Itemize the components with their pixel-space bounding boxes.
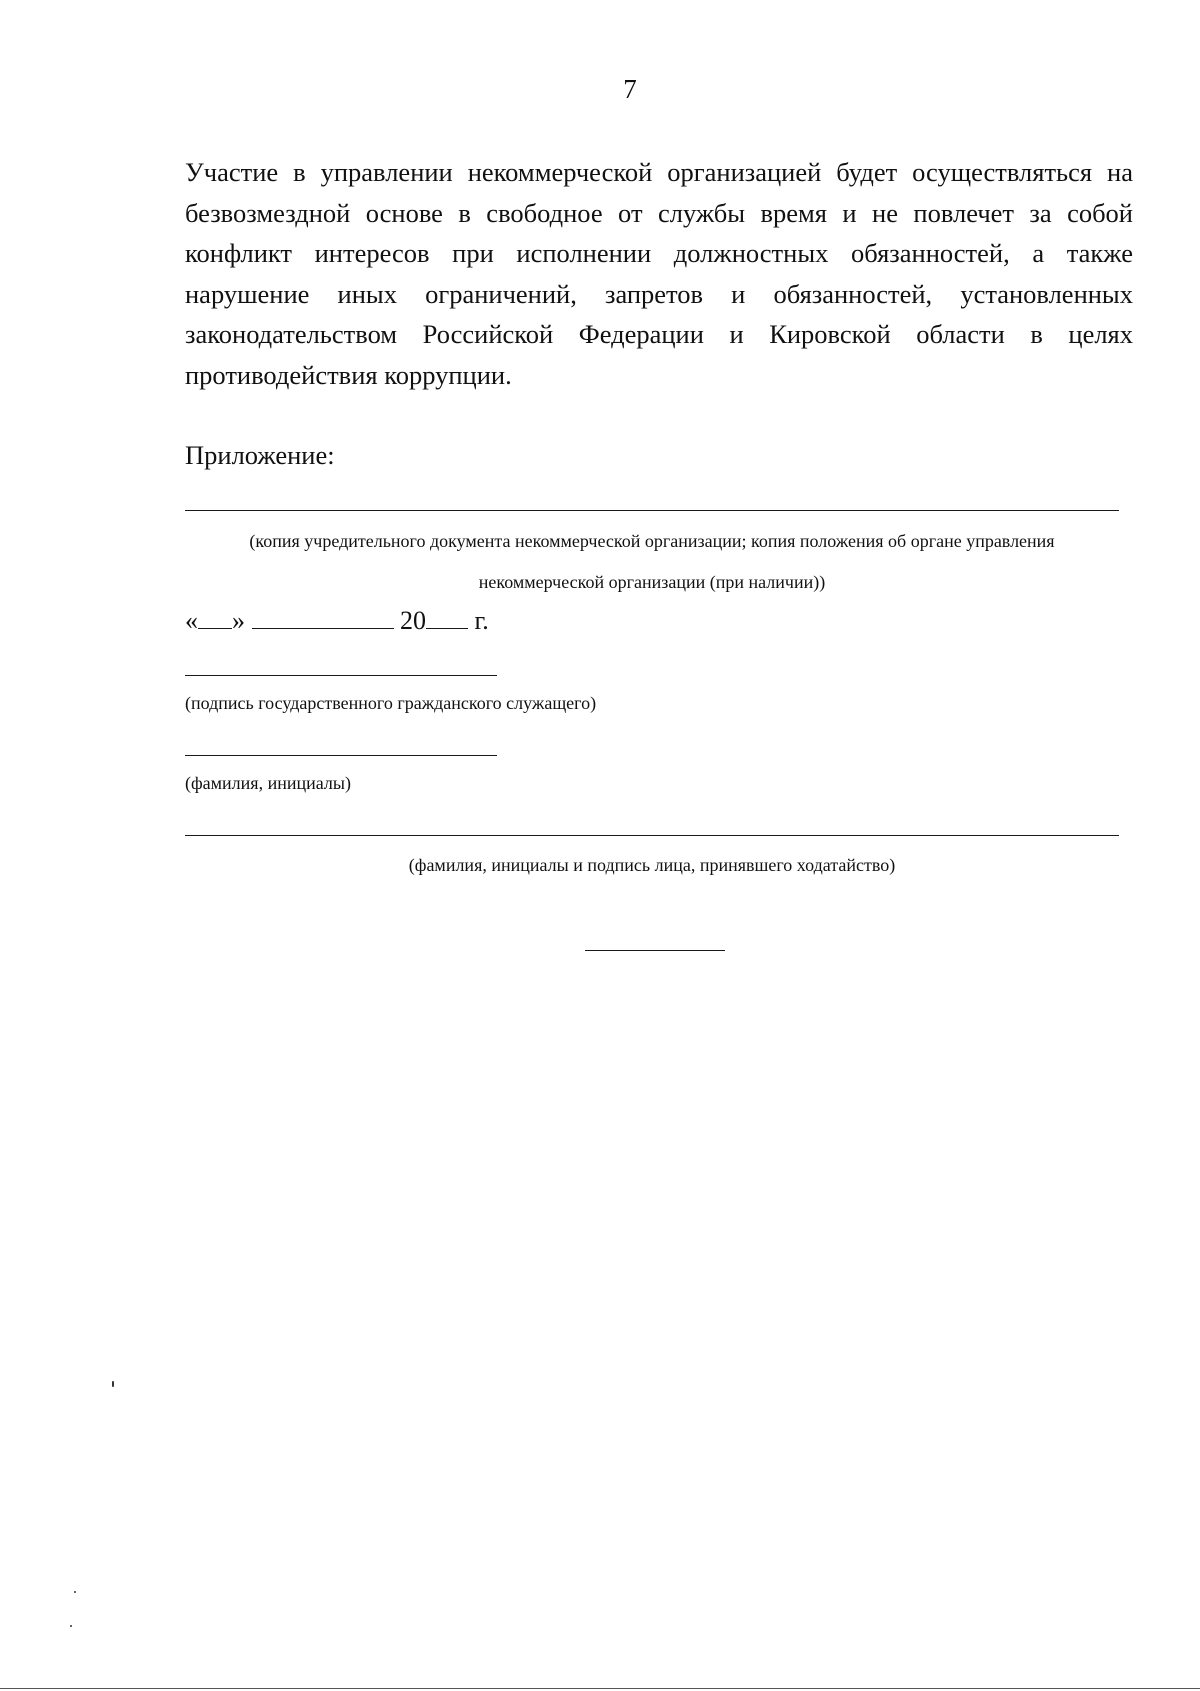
receiver-fill-line — [185, 835, 1119, 836]
scan-speck — [74, 1591, 76, 1593]
appendix-label: Приложение: — [185, 440, 335, 470]
date-open-quote: « — [185, 606, 198, 635]
year-suffix: г. — [474, 606, 489, 635]
signature-caption: (подпись государственного гражданского служащего) — [185, 693, 597, 713]
month-blank — [252, 608, 394, 629]
scan-bottom-edge — [0, 1688, 1200, 1689]
year-prefix: 20 — [400, 606, 426, 635]
end-of-document-line — [585, 950, 725, 951]
signature-fill-line — [185, 675, 497, 676]
date-close-quote: » — [232, 606, 245, 635]
receiver-caption: (фамилия, инициалы и подпись лица, принявшего ходатайство) — [408, 855, 896, 875]
name-caption: (фамилия, инициалы) — [185, 773, 351, 793]
page-number: 7 — [623, 74, 637, 104]
appendix-caption-line-1: (копия учредительного документа некоммерческой организации; копия положения об органе управления — [249, 531, 1055, 551]
appendix-caption-line-2: некоммерческой организации (при наличии)) — [478, 572, 826, 592]
date-line — [185, 606, 489, 636]
scan-speck — [112, 1381, 114, 1387]
body-paragraph: Участие в управлении некоммерческой организацией будет осуществляться на безвозмездной основе в свободное от службы время и не повлечет за собой конфликт интересов при исполнении должностных обязанностей, а также нарушение иных ограничений, запретов и обязанностей, установленных законодательством Российской Федерации и Кировской области в целях противодействия коррупции. — [185, 157, 1133, 390]
name-fill-line — [185, 755, 497, 756]
scan-speck — [70, 1625, 72, 1627]
year-blank — [426, 608, 468, 629]
appendix-fill-line — [185, 510, 1119, 511]
day-blank — [198, 608, 232, 629]
